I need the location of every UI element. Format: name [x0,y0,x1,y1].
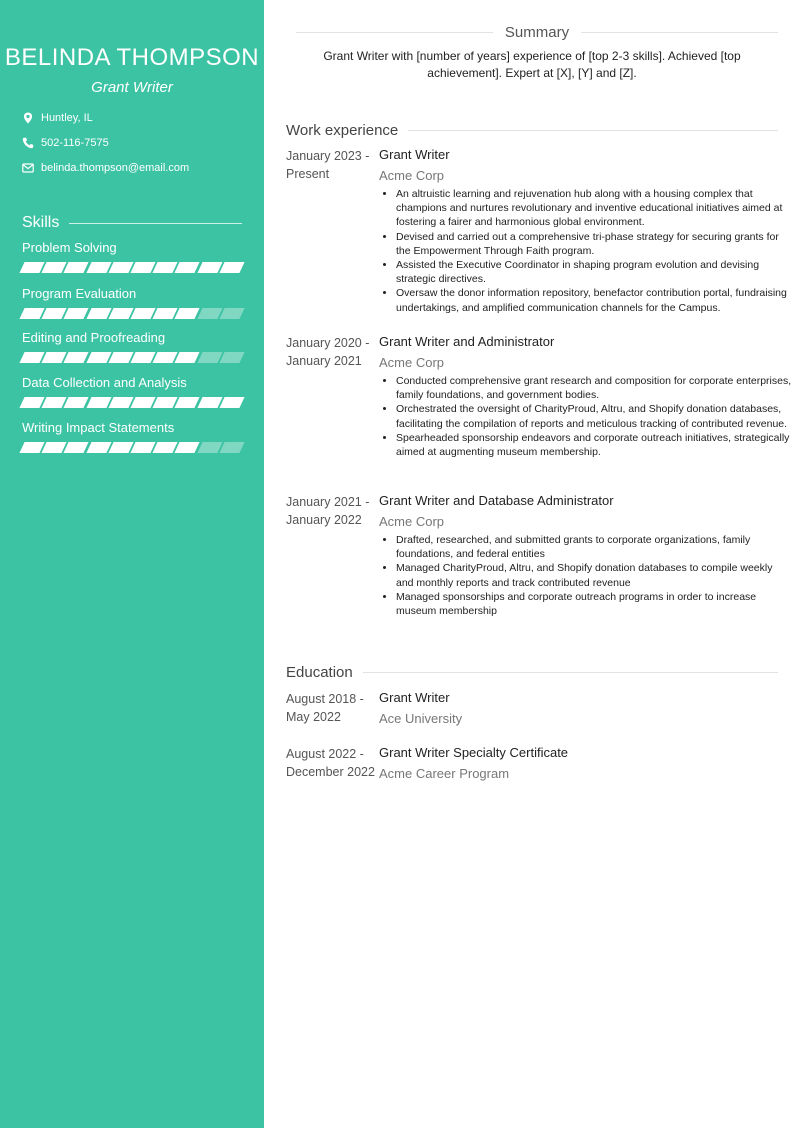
skill-item [22,330,244,363]
skill-segment-filled [64,397,89,408]
envelope-icon [22,162,34,174]
job-bullets [379,374,792,459]
skill-segment-filled [175,397,200,408]
skill-segment-filled [219,262,244,273]
contact-email [22,162,189,174]
job-title: Grant Writer [379,147,450,162]
skill-segment-filled [108,262,133,273]
skill-segment-filled [175,352,200,363]
skill-item [22,420,244,453]
skill-segment-filled [86,308,111,319]
skill-segment-filled [130,352,155,363]
skill-segment-filled [86,352,111,363]
summary-heading: Summary [296,24,778,41]
skills-heading-rule [69,223,242,224]
skill-segment-filled [19,262,44,273]
employer: Acme Corp [379,168,445,183]
bullet-item: • Assisted the Executive Coordinator in shaping program evolution and devising strategic directives. [396,258,792,286]
skill-segment-filled [64,352,89,363]
entry-dates: August 2018 - May 2022 [286,692,364,724]
contact-phone [22,137,109,149]
skill-segment-filled [64,308,89,319]
skill-segment-filled [197,262,222,273]
skill-segment-filled [108,397,133,408]
skill-segment-filled [108,308,133,319]
bullet-item: • Orchestrated the oversight of CharityProud, Altru, and Shopify donation databases, facilitating the compilation of reports and meticulous tracking of contributed revenue. [396,402,792,430]
skill-level-bar [22,442,244,453]
skill-segment-empty [197,352,222,363]
entry-dates: August 2022 - December 2022 [286,747,375,779]
work-experience-heading: Work experience [286,122,778,139]
skill-segment-filled [19,442,44,453]
skill-segment-filled [197,397,222,408]
degree-title: Grant Writer Specialty Certificate [379,745,569,760]
bullet-item: • Oversaw the donor information repository, benefactor contribution portal, fundraising undertakings, and amplified communication channels for the Campus. [396,286,792,314]
skill-segment-filled [130,442,155,453]
bullet-item: • Devised and carried out a comprehensive tri-phase strategy for securing grants for the Empowerment Through Faith program. [396,230,792,258]
skill-segment-filled [175,442,200,453]
skill-item [22,375,244,408]
skill-level-bar [22,262,244,273]
skill-item [22,240,244,273]
bullet-item: • Managed CharityProud, Altru, and Shopify donation databases to compile weekly and monthly reports and track contributed revenue [396,561,792,589]
skill-segment-filled [64,262,89,273]
skill-segment-empty [197,442,222,453]
email-text: belinda.thompson@email.com [41,162,190,174]
job-bullets [379,533,792,618]
candidate-name: BELINDA THOMPSON [4,44,260,71]
bullet-item: • Managed sponsorships and corporate outreach programs in order to increase museum membership [396,590,792,618]
degree-title: Grant Writer [379,690,450,705]
skill-segment-filled [130,262,155,273]
education-heading: Education [286,664,778,681]
skill-segment-empty [197,308,222,319]
skill-item [22,286,244,319]
candidate-title: Grant Writer [91,79,173,96]
skill-segment-filled [130,397,155,408]
bullet-item: • Spearheaded sponsorship endeavors and corporate outreach initiatives, strategically aimed at augmenting museum membership. [396,431,792,459]
job-title: Grant Writer and Administrator [379,334,555,349]
skill-segment-filled [108,442,133,453]
skill-segment-filled [86,442,111,453]
skill-segment-filled [130,308,155,319]
institution: Ace University [379,711,463,726]
skill-segment-filled [108,352,133,363]
skill-label: Program Evaluation [22,286,137,301]
contact-location [22,112,93,124]
bullet-item: • Conducted comprehensive grant research and composition for corporate enterprises, family foundations, and government bodies. [396,374,792,402]
skill-segment-filled [175,308,200,319]
employer: Acme Corp [379,355,445,370]
skill-label: Data Collection and Analysis [22,375,187,390]
bullet-item: • An altruistic learning and rejuvenation hub along with a housing complex that champions and nurtures revolutionary and inventive educational initiatives aimed at fostering a fairer and harmonious global environment. [396,187,792,230]
skill-segment-empty [219,308,244,319]
location-text: Huntley, IL [41,112,93,124]
entry-dates: January 2021 - January 2022 [286,495,370,527]
skill-segment-filled [86,262,111,273]
skill-segment-filled [19,397,44,408]
skill-segment-filled [19,308,44,319]
phone-text: 502-116-7575 [41,137,109,149]
skill-level-bar [22,352,244,363]
skill-level-bar [22,397,244,408]
skill-segment-filled [64,442,89,453]
skill-segment-filled [219,397,244,408]
skill-label: Problem Solving [22,240,117,255]
entry-dates: January 2020 - January 2021 [286,336,370,368]
skill-label: Writing Impact Statements [22,420,175,435]
skill-label: Editing and Proofreading [22,330,166,345]
skill-segment-filled [19,352,44,363]
employer: Acme Corp [379,514,445,529]
location-pin-icon [22,112,34,124]
skill-level-bar [22,308,244,319]
skills-heading: Skills [22,214,242,232]
skill-segment-empty [219,442,244,453]
skill-segment-filled [86,397,111,408]
institution: Acme Career Program [379,766,510,781]
phone-icon [22,137,34,149]
job-title: Grant Writer and Database Administrator [379,493,614,508]
skill-segment-empty [219,352,244,363]
bullet-item: • Drafted, researched, and submitted grants to corporate organizations, family foundations, and federal entities [396,533,792,561]
job-bullets [379,187,792,315]
skill-segment-filled [175,262,200,273]
entry-dates: January 2023 - Present [286,149,370,181]
summary-text: Grant Writer with [number of years] experience of [top 2-3 skills]. Achieved [top achievement]. Expert at [X], [Y] and [Z]. [323,49,741,80]
sidebar [0,0,264,1128]
